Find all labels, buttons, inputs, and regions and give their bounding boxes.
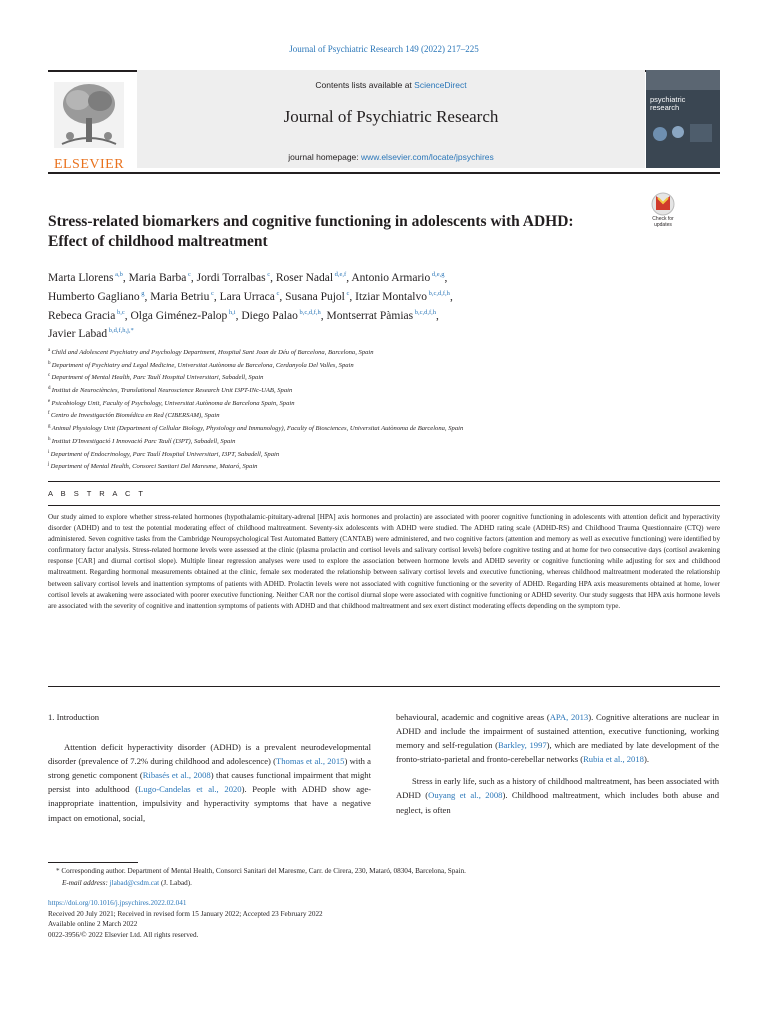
contents-prefix: Contents lists available at xyxy=(315,80,415,90)
author-affiliation-marks[interactable]: h,i xyxy=(227,308,236,316)
author-affiliation-marks[interactable]: c xyxy=(344,289,350,297)
affiliation-mark: i xyxy=(48,449,51,455)
body-column-right xyxy=(396,710,719,817)
author-affiliation-marks[interactable]: b,c,d,f,h xyxy=(427,289,450,297)
affiliation-item xyxy=(48,448,688,461)
publisher-name: ELSEVIER xyxy=(53,157,125,172)
cover-top-band xyxy=(646,70,720,90)
affiliation-text: Department of Mental Health, Consorci Sanitari Del Maresme, Mataró, Spain xyxy=(50,463,258,471)
intro-paragraph-1-continued xyxy=(396,710,719,766)
affiliation-mark: a xyxy=(48,348,52,353)
abstract-heading: A B S T R A C T xyxy=(48,489,146,498)
intro-paragraph-1 xyxy=(48,740,371,825)
crossmark-label xyxy=(646,216,680,228)
author-affiliation-marks[interactable]: c xyxy=(186,271,191,278)
author-affiliation-marks[interactable]: d,e,f xyxy=(333,271,347,278)
email-line xyxy=(48,878,708,890)
abstract-text: Our study aimed to explore whether stress-related hormones (hypothalamic-pituitary-adrenal [HPA] axis hormones and prolactin) are associated with poorer cognitive functioning in adolescents with attention deficit and hyperactivity disorder (ADHD) and to test the potential moderating effect of childhood maltreatment. Seventy-six adolescents with ADHD were studied. The ADHD rating scale (ADHD-RS) and Childhood Trauma Questionnaire (CTQ) were administered. Seven cognitive tasks from the Cambridge Neuropsychological Test Automated Battery (CANTAB) were administered, and two cognitive factors (attention and memory as well as executive functioning) were identified by confirmatory factor analysis. Stress-related hormone levels were assessed at the clinic (plasma prolactin and cortisol levels and salivary cortisol levels) before cognitive testing and at home for two consecutive days (cortisol awakening response [CAR] and diurnal cortisol slope). Multiple linear regression analyses were used to explore the association between hormone levels and ADHD severity or cognitive functioning while adjusting for sex and childhood maltreatment. Regarding hormonal measurements obtained at the clinic, female sex moderated the relationship between salivary cortisol levels and executive functioning, whereas childhood maltreatment moderated the relationship between salivary cortisol levels and inattention symptoms of patients with ADHD. Prolactin levels were not associated with cognitive functioning or the severity of ADHD. Regarding HPA axis measurements obtained at home, lower cortisol levels at awakening were associated with poorer executive functioning. Neither CAR nor the cortisol diurnal slope were associated with cognitive functioning or ADHD severity. Our study suggests that HPA axis hormone levels are associated with the severity of cognitive and inattention symptoms of patients with ADHD and that childhood maltreatment and sex exert distinct moderating effects depending on the symptom type. xyxy=(48,513,720,610)
citation-link[interactable]: Ouyang et al., 2008 xyxy=(428,790,503,801)
abstract-top-rule xyxy=(48,481,720,482)
author-name[interactable]: Rebeca Gracia xyxy=(48,309,116,322)
author-affiliation-marks[interactable]: c xyxy=(274,289,280,297)
affiliation-mark: f xyxy=(48,411,51,417)
cover-artwork-icon xyxy=(650,120,716,150)
author-name[interactable]: Itziar Montalvo xyxy=(355,290,427,303)
paragraph-text: ). Cognitive alterations are nuclear in ADHD and include the impairment of sustained attention, executive functioning, working memory and self-regulation ( xyxy=(396,712,720,751)
journal-reference-link[interactable]: Journal of Psychiatric Research 149 (2022) 217–225 xyxy=(289,44,479,54)
section-heading-introduction: 1. Introduction xyxy=(48,712,100,722)
affiliation-item xyxy=(48,359,688,372)
affiliation-text: Department of Psychiatry and Legal Medicine, Universitat Autònoma de Barcelona, Cerdanyola Del Valles, Spain xyxy=(51,361,354,369)
paragraph-text: ). People with ADHD show age-inappropriate inattention, impulsivity and hyperactivity symptoms that have a negative impact on emotional, social, xyxy=(48,784,372,823)
paragraph-text: ) with a strong genetic component ( xyxy=(48,756,371,781)
article-title: Stress-related biomarkers and cognitive functioning in adolescents with ADHD: Effect of childhood maltreatment xyxy=(48,213,574,250)
author-name[interactable]: Javier Labad xyxy=(48,328,108,341)
received-dates: Received 20 July 2021; Received in revised form 15 January 2022; Accepted 23 February 2022 xyxy=(48,909,323,918)
affiliation-mark: c xyxy=(48,373,52,379)
doi-link[interactable]: https://doi.org/10.1016/j.jpsychires.2022.02.041 xyxy=(48,899,187,907)
citation-link[interactable]: Rubia et al., 2018 xyxy=(583,754,644,765)
article-meta xyxy=(48,898,708,940)
author-name[interactable]: Maria Betriu xyxy=(150,290,210,303)
affiliation-text: Institut D'Investigació I Innovació Parc Taulí (I3PT), Sabadell, Spain xyxy=(51,438,236,445)
citation-link[interactable]: Lugo-Candelas et al., 2020 xyxy=(138,784,242,795)
paragraph-text: Attention deficit hyperactivity disorder (ADHD) is a prevalent neurodevelopmental disorder (prevalence of 7.2% during childhood and adolescence) ( xyxy=(48,742,371,767)
journal-masthead xyxy=(48,70,720,170)
author-name[interactable]: Lara Urraca xyxy=(219,290,275,303)
available-online: Available online 2 March 2022 xyxy=(48,920,138,928)
affiliation-item xyxy=(48,397,688,410)
citation-link[interactable]: APA, 2013 xyxy=(549,712,589,722)
author-affiliation-marks[interactable]: c xyxy=(265,271,271,278)
journal-name: Journal of Psychiatric Research xyxy=(283,107,499,126)
affiliation-text: Institut de Neurociències, Translational Neuroscience Research Unit I3PT-INc-UAB, Spain xyxy=(51,387,293,395)
email-label: E-mail address: xyxy=(62,878,110,887)
author-affiliation-marks[interactable]: b,c,d,f,h xyxy=(413,308,437,316)
citation-link[interactable]: Ribasés et al., 2008 xyxy=(142,770,211,781)
author-list: Marta Llorens $^{a,b}$, Maria Barba $^c$, Jordi Torralbas $^c$, Roser Nadal $^{d,e,f}$, Antonio Armario $^{d,e,g}$, Humberto Gagliano $^g$, Maria Betriu $^c$, Lara Urraca $^c$, Susana Pujol $^c$, Itziar Montalvo $^{b,c,d,f,h}$, Rebeca Gracia $^{b,c}$, Olga Giménez-Palop $^{h,i}$, Diego Palao $^{b,c,d,f,h}$, Montserrat Pàmias $^{b,c,d,f,h}$, Javier Labad $^{b,d,f,h,j,*}$ xyxy=(48,271,453,341)
paragraph-text: behavioural, academic and cognitive areas ( xyxy=(396,712,550,722)
cover-title-line-2: research xyxy=(650,103,680,112)
affiliation-mark: j xyxy=(48,462,51,468)
masthead-bottom-rule xyxy=(48,172,720,174)
footnote-rule xyxy=(48,862,138,863)
affiliation-text: Department of Mental Health, Parc Taulí Hospital Universitari, Sabadell, Spain xyxy=(51,374,264,382)
author-affiliation-marks[interactable]: a,b xyxy=(113,271,123,278)
citation-link[interactable]: Thomas et al., 2015 xyxy=(276,756,345,767)
paragraph-text: ). Childhood maltreatment, which includes both abuse and neglect, is often xyxy=(396,790,720,815)
author-name[interactable]: Roser Nadal xyxy=(275,271,334,284)
author-name[interactable]: Jordi Torralbas xyxy=(196,271,266,284)
homepage-prefix: journal homepage: xyxy=(288,152,362,162)
author-name[interactable]: Maria Barba xyxy=(128,271,187,284)
author-affiliation-marks[interactable]: g xyxy=(139,289,145,297)
affiliation-text: Animal Physiology Unit (Department of Cellular Biology, Physiology and Immunology), Faculty of Biosciences, Universitat Autònoma de Barcelona, Spain xyxy=(51,425,464,433)
email-suffix: (J. Labad). xyxy=(159,878,192,887)
affiliation-item xyxy=(48,384,688,397)
journal-cover-thumbnail[interactable] xyxy=(646,70,720,168)
abstract-bottom-rule xyxy=(48,686,720,687)
affiliation-mark: h xyxy=(48,436,52,442)
elsevier-tree-icon xyxy=(48,74,130,154)
paragraph-text: Stress in early life, such as a history of childhood maltreatment, has been associated with ADHD ( xyxy=(396,776,719,801)
masthead-center-box xyxy=(137,70,645,168)
check-for-updates-button[interactable] xyxy=(646,192,680,232)
body-column-left xyxy=(48,710,371,825)
author-name[interactable]: Olga Giménez-Palop xyxy=(130,309,228,322)
abstract-heading-rule xyxy=(48,505,720,506)
copyright-line: 0022-3956/© 2022 Elsevier Ltd. All rights reserved. xyxy=(48,930,199,939)
cover-title-line-1: psychiatric xyxy=(650,95,686,104)
affiliation-item xyxy=(48,460,688,473)
footnote xyxy=(48,866,708,889)
affiliation-item xyxy=(48,346,688,359)
elsevier-tree-logo xyxy=(48,74,130,172)
author-affiliation-marks[interactable]: d,e,g xyxy=(430,271,445,278)
author-name[interactable]: Montserrat Pàmias xyxy=(326,309,414,322)
author-name[interactable]: Humberto Gagliano xyxy=(48,290,140,303)
affiliation-text: Child and Adolescent Psychiatry and Psychology Department, Hospital Sant Joan de Déu of Barcelona, Barcelona, Spain xyxy=(51,349,374,357)
affiliation-item xyxy=(48,409,688,422)
paragraph-text: ) that causes functional impairment that might persist into adulthood ( xyxy=(48,770,371,795)
affiliation-mark: b xyxy=(48,360,52,366)
affiliation-mark: e xyxy=(48,398,52,404)
author-name[interactable]: Susana Pujol xyxy=(285,290,345,303)
affiliation-item xyxy=(48,422,688,435)
paragraph-text: ), which are mediated by late development of the fronto-striato-parietal and fronto-cerebellar networks ( xyxy=(396,740,720,765)
author-affiliation-marks[interactable]: b,c,d,f,h xyxy=(297,308,321,316)
intro-paragraph-2 xyxy=(396,774,719,816)
citation-link[interactable]: Barkley, 1997 xyxy=(498,740,547,751)
journal-homepage-line xyxy=(137,152,645,162)
affiliation-list xyxy=(48,346,688,473)
affiliation-text: Department of Endocrinology, Parc Taulí Hospital Universitari, I3PT, Sabadell, Spain xyxy=(50,450,280,458)
paragraph-text: ). xyxy=(643,754,649,765)
affiliation-item xyxy=(48,371,688,384)
contents-line xyxy=(137,80,645,90)
email-link[interactable]: jlabad@csdm.cat xyxy=(109,878,160,887)
affiliation-text: Centro de Investigación Biomédica en Red (CIBERSAM), Spain xyxy=(50,412,220,420)
author-name[interactable]: Diego Palao xyxy=(241,309,298,322)
affiliation-text: Psicobiology Unit, Faculty of Psychology, Universitat Autònoma de Barcelona Spain, Spain xyxy=(51,399,295,407)
affiliation-mark: g xyxy=(48,424,52,430)
crossmark-icon xyxy=(646,192,680,216)
sciencedirect-link[interactable]: ScienceDirect xyxy=(414,80,467,90)
author-affiliation-marks[interactable]: c xyxy=(209,289,214,297)
author-name[interactable]: Marta Llorens xyxy=(48,271,114,284)
crossmark-label-line-1: Check for xyxy=(652,216,674,222)
author-name[interactable]: Antonio Armario xyxy=(351,271,431,284)
author-affiliation-marks[interactable]: b,c xyxy=(115,308,125,316)
affiliation-item xyxy=(48,435,688,448)
author-affiliation-marks[interactable]: b,d,f,h,j,* xyxy=(107,327,134,335)
affiliation-mark: d xyxy=(48,386,52,392)
corresponding-author-note: * Corresponding author. Department of Mental Health, Consorci Sanitari del Maresme, Carr. de Cirera, 230, Mataró, 08304, Barcelona, Spain. xyxy=(56,867,466,875)
crossmark-label-line-2: updates xyxy=(654,222,672,228)
journal-homepage-link[interactable]: www.elsevier.com/locate/jpsychires xyxy=(361,152,494,162)
cover-title xyxy=(650,96,685,112)
